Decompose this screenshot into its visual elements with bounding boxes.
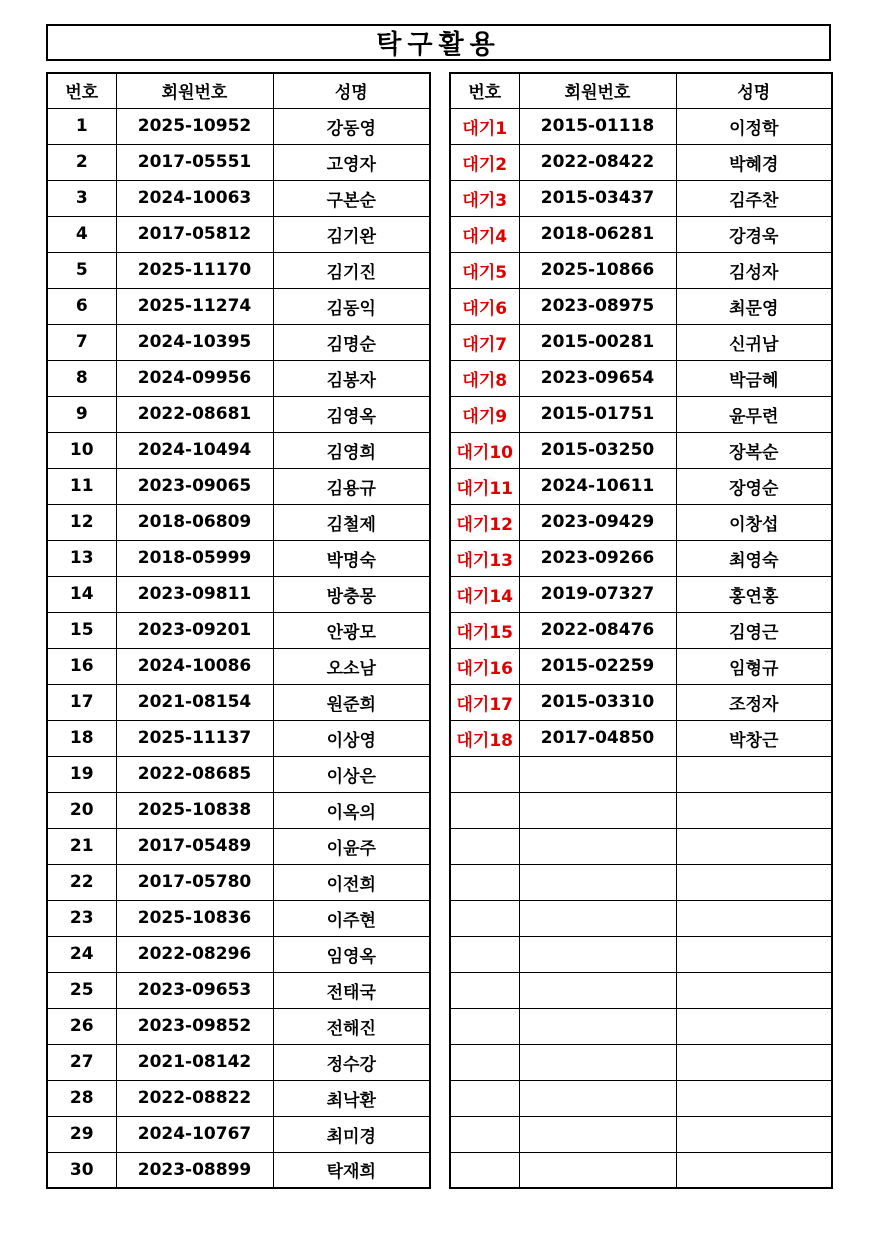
row-number: 5 <box>47 252 116 288</box>
row-number: 23 <box>47 900 116 936</box>
member-name: 조정자 <box>676 684 832 720</box>
member-id: 2015-03310 <box>519 684 676 720</box>
member-name: 장영순 <box>676 468 832 504</box>
row-number: 13 <box>47 540 116 576</box>
member-name: 최문영 <box>676 288 832 324</box>
member-id: 2022-08822 <box>116 1080 273 1116</box>
table-row <box>450 288 832 324</box>
member-name <box>676 1116 832 1152</box>
table-row <box>47 648 430 684</box>
row-number: 대기12 <box>450 504 519 540</box>
member-id: 2021-08142 <box>116 1044 273 1080</box>
member-name: 오소남 <box>273 648 430 684</box>
member-id: 2022-08681 <box>116 396 273 432</box>
member-id: 2017-05780 <box>116 864 273 900</box>
row-number: 7 <box>47 324 116 360</box>
member-id <box>519 900 676 936</box>
header-member-id: 회원번호 <box>116 73 273 108</box>
member-name: 탁재희 <box>273 1152 430 1188</box>
row-number: 2 <box>47 144 116 180</box>
row-number: 12 <box>47 504 116 540</box>
row-number: 21 <box>47 828 116 864</box>
table-row <box>450 756 832 792</box>
member-name: 김명순 <box>273 324 430 360</box>
row-number: 대기18 <box>450 720 519 756</box>
row-number: 대기6 <box>450 288 519 324</box>
member-id: 2019-07327 <box>519 576 676 612</box>
member-name: 이주현 <box>273 900 430 936</box>
member-id: 2017-05489 <box>116 828 273 864</box>
row-number <box>450 936 519 972</box>
row-number: 대기16 <box>450 648 519 684</box>
table-row <box>450 612 832 648</box>
table-row <box>450 1116 832 1152</box>
row-number: 대기5 <box>450 252 519 288</box>
member-name: 이상영 <box>273 720 430 756</box>
member-name: 이윤주 <box>273 828 430 864</box>
row-number: 16 <box>47 648 116 684</box>
member-id: 2017-04850 <box>519 720 676 756</box>
row-number: 20 <box>47 792 116 828</box>
member-id: 2024-10494 <box>116 432 273 468</box>
member-id: 2025-11137 <box>116 720 273 756</box>
table-row <box>47 612 430 648</box>
member-id: 2018-06809 <box>116 504 273 540</box>
row-number: 24 <box>47 936 116 972</box>
row-number: 4 <box>47 216 116 252</box>
header-row <box>47 73 430 108</box>
table-row <box>450 936 832 972</box>
table-row <box>450 972 832 1008</box>
member-id: 2025-10952 <box>116 108 273 144</box>
member-id <box>519 1116 676 1152</box>
member-name: 김성자 <box>676 252 832 288</box>
member-id: 2023-09201 <box>116 612 273 648</box>
row-number: 대기2 <box>450 144 519 180</box>
table-row <box>47 972 430 1008</box>
member-id: 2022-08296 <box>116 936 273 972</box>
row-number: 27 <box>47 1044 116 1080</box>
page-title: 탁구활용 <box>46 24 831 61</box>
row-number <box>450 1044 519 1080</box>
row-number: 10 <box>47 432 116 468</box>
table-row <box>47 1116 430 1152</box>
member-name <box>676 936 832 972</box>
member-name: 장복순 <box>676 432 832 468</box>
table-row <box>450 216 832 252</box>
member-name: 안광모 <box>273 612 430 648</box>
table-row <box>47 828 430 864</box>
row-number: 대기8 <box>450 360 519 396</box>
row-number <box>450 828 519 864</box>
member-id <box>519 936 676 972</box>
member-name: 최낙환 <box>273 1080 430 1116</box>
table-row <box>47 108 430 144</box>
member-id: 2025-10838 <box>116 792 273 828</box>
member-id: 2015-01751 <box>519 396 676 432</box>
member-id: 2015-03437 <box>519 180 676 216</box>
member-id: 2025-10836 <box>116 900 273 936</box>
member-name: 임형규 <box>676 648 832 684</box>
row-number: 15 <box>47 612 116 648</box>
member-id: 2022-08685 <box>116 756 273 792</box>
member-name: 박창근 <box>676 720 832 756</box>
member-name <box>676 756 832 792</box>
member-name <box>676 1080 832 1116</box>
row-number: 대기7 <box>450 324 519 360</box>
member-id: 2024-10395 <box>116 324 273 360</box>
row-number: 26 <box>47 1008 116 1044</box>
member-id <box>519 1080 676 1116</box>
header-name: 성명 <box>273 73 430 108</box>
row-number <box>450 900 519 936</box>
member-id: 2024-10063 <box>116 180 273 216</box>
table-row <box>47 540 430 576</box>
header-name: 성명 <box>676 73 832 108</box>
member-name: 김기완 <box>273 216 430 252</box>
member-name: 최영숙 <box>676 540 832 576</box>
member-id <box>519 756 676 792</box>
member-name: 윤무련 <box>676 396 832 432</box>
member-id: 2023-09811 <box>116 576 273 612</box>
table-row <box>450 180 832 216</box>
member-id <box>519 864 676 900</box>
row-number: 14 <box>47 576 116 612</box>
row-number <box>450 864 519 900</box>
member-id: 2023-09266 <box>519 540 676 576</box>
member-id: 2023-09065 <box>116 468 273 504</box>
member-name: 김영근 <box>676 612 832 648</box>
table-row <box>450 468 832 504</box>
row-number: 대기1 <box>450 108 519 144</box>
table-row <box>47 468 430 504</box>
row-number: 대기14 <box>450 576 519 612</box>
table-row <box>47 396 430 432</box>
member-name: 김철제 <box>273 504 430 540</box>
table-row <box>450 864 832 900</box>
table-row <box>47 252 430 288</box>
member-id: 2021-08154 <box>116 684 273 720</box>
table-row <box>450 144 832 180</box>
table-row <box>47 1044 430 1080</box>
row-number: 6 <box>47 288 116 324</box>
table-row <box>47 360 430 396</box>
member-id: 2022-08476 <box>519 612 676 648</box>
member-table <box>46 72 431 1189</box>
row-number <box>450 972 519 1008</box>
row-number: 대기9 <box>450 396 519 432</box>
member-name: 홍연홍 <box>676 576 832 612</box>
table-row <box>47 288 430 324</box>
row-number: 대기11 <box>450 468 519 504</box>
table-row <box>47 144 430 180</box>
table-row <box>47 720 430 756</box>
table-row <box>47 756 430 792</box>
member-name <box>676 1152 832 1188</box>
row-number: 대기15 <box>450 612 519 648</box>
table-row <box>47 1080 430 1116</box>
member-name: 고영자 <box>273 144 430 180</box>
member-name: 전해진 <box>273 1008 430 1044</box>
member-id: 2018-06281 <box>519 216 676 252</box>
member-id: 2024-10767 <box>116 1116 273 1152</box>
table-row <box>450 252 832 288</box>
table-row <box>450 792 832 828</box>
member-name: 강동영 <box>273 108 430 144</box>
table-row <box>450 900 832 936</box>
member-id <box>519 972 676 1008</box>
member-name <box>676 828 832 864</box>
table-row <box>450 1152 832 1188</box>
member-name: 이전희 <box>273 864 430 900</box>
table-row <box>47 684 430 720</box>
row-number <box>450 1116 519 1152</box>
member-name: 김영옥 <box>273 396 430 432</box>
table-row <box>47 504 430 540</box>
member-id: 2018-05999 <box>116 540 273 576</box>
waitlist-table <box>449 72 833 1189</box>
member-name: 이옥의 <box>273 792 430 828</box>
table-row <box>450 324 832 360</box>
member-id: 2023-08899 <box>116 1152 273 1188</box>
row-number: 28 <box>47 1080 116 1116</box>
member-name: 원준희 <box>273 684 430 720</box>
member-name <box>676 1008 832 1044</box>
member-id: 2023-09852 <box>116 1008 273 1044</box>
row-number <box>450 1152 519 1188</box>
header-no: 번호 <box>47 73 116 108</box>
member-id: 2025-11170 <box>116 252 273 288</box>
row-number <box>450 1080 519 1116</box>
member-id: 2023-09654 <box>519 360 676 396</box>
member-id: 2015-02259 <box>519 648 676 684</box>
table-row <box>450 720 832 756</box>
row-number: 1 <box>47 108 116 144</box>
row-number: 17 <box>47 684 116 720</box>
member-name: 전태국 <box>273 972 430 1008</box>
member-name: 구본순 <box>273 180 430 216</box>
row-number: 11 <box>47 468 116 504</box>
table-row <box>47 216 430 252</box>
member-name: 박혜경 <box>676 144 832 180</box>
table-row <box>47 180 430 216</box>
table-row <box>47 864 430 900</box>
member-id <box>519 1008 676 1044</box>
member-name: 최미경 <box>273 1116 430 1152</box>
member-id: 2015-03250 <box>519 432 676 468</box>
row-number: 대기17 <box>450 684 519 720</box>
member-id: 2023-09429 <box>519 504 676 540</box>
table-row <box>450 432 832 468</box>
header-no: 번호 <box>450 73 519 108</box>
member-name: 이상은 <box>273 756 430 792</box>
member-id: 2015-01118 <box>519 108 676 144</box>
member-id: 2025-10866 <box>519 252 676 288</box>
member-name <box>676 792 832 828</box>
table-row <box>47 900 430 936</box>
member-name: 박금혜 <box>676 360 832 396</box>
member-name: 김기진 <box>273 252 430 288</box>
header-member-id: 회원번호 <box>519 73 676 108</box>
table-row <box>450 396 832 432</box>
member-id: 2022-08422 <box>519 144 676 180</box>
table-row <box>47 936 430 972</box>
table-row <box>47 792 430 828</box>
member-name <box>676 900 832 936</box>
member-id: 2024-09956 <box>116 360 273 396</box>
member-id <box>519 792 676 828</box>
table-row <box>450 576 832 612</box>
row-number: 29 <box>47 1116 116 1152</box>
row-number <box>450 1008 519 1044</box>
member-name: 방충몽 <box>273 576 430 612</box>
member-id: 2025-11274 <box>116 288 273 324</box>
member-id: 2015-00281 <box>519 324 676 360</box>
row-number: 3 <box>47 180 116 216</box>
table-row <box>47 432 430 468</box>
row-number: 대기13 <box>450 540 519 576</box>
table-row <box>450 504 832 540</box>
member-name: 강경욱 <box>676 216 832 252</box>
table-row <box>450 1044 832 1080</box>
table-row <box>47 576 430 612</box>
member-id <box>519 1152 676 1188</box>
member-name: 이정학 <box>676 108 832 144</box>
row-number: 30 <box>47 1152 116 1188</box>
member-name <box>676 864 832 900</box>
member-id: 2023-09653 <box>116 972 273 1008</box>
member-name: 신귀남 <box>676 324 832 360</box>
table-row <box>450 828 832 864</box>
table-row <box>450 540 832 576</box>
waitlist-table-body <box>450 108 832 1188</box>
table-row <box>47 324 430 360</box>
member-name: 김용규 <box>273 468 430 504</box>
member-table-body <box>47 108 430 1188</box>
header-row <box>450 73 832 108</box>
member-name: 김주찬 <box>676 180 832 216</box>
member-id: 2023-08975 <box>519 288 676 324</box>
table-row <box>450 684 832 720</box>
row-number: 대기3 <box>450 180 519 216</box>
row-number: 22 <box>47 864 116 900</box>
row-number <box>450 756 519 792</box>
table-row <box>47 1008 430 1044</box>
row-number: 18 <box>47 720 116 756</box>
member-name: 김영희 <box>273 432 430 468</box>
member-name: 김봉자 <box>273 360 430 396</box>
row-number: 9 <box>47 396 116 432</box>
member-id: 2017-05812 <box>116 216 273 252</box>
member-id: 2024-10611 <box>519 468 676 504</box>
member-name: 박명숙 <box>273 540 430 576</box>
table-row <box>450 360 832 396</box>
row-number: 25 <box>47 972 116 1008</box>
row-number: 8 <box>47 360 116 396</box>
table-row <box>450 648 832 684</box>
member-name: 임영옥 <box>273 936 430 972</box>
member-name: 정수강 <box>273 1044 430 1080</box>
member-name: 김동익 <box>273 288 430 324</box>
member-name <box>676 1044 832 1080</box>
row-number: 대기10 <box>450 432 519 468</box>
row-number: 대기4 <box>450 216 519 252</box>
member-name <box>676 972 832 1008</box>
row-number: 19 <box>47 756 116 792</box>
table-row <box>450 1008 832 1044</box>
member-id <box>519 1044 676 1080</box>
member-name: 이창섭 <box>676 504 832 540</box>
member-id: 2017-05551 <box>116 144 273 180</box>
table-row <box>450 108 832 144</box>
member-id <box>519 828 676 864</box>
table-row <box>47 1152 430 1188</box>
member-id: 2024-10086 <box>116 648 273 684</box>
table-row <box>450 1080 832 1116</box>
row-number <box>450 792 519 828</box>
